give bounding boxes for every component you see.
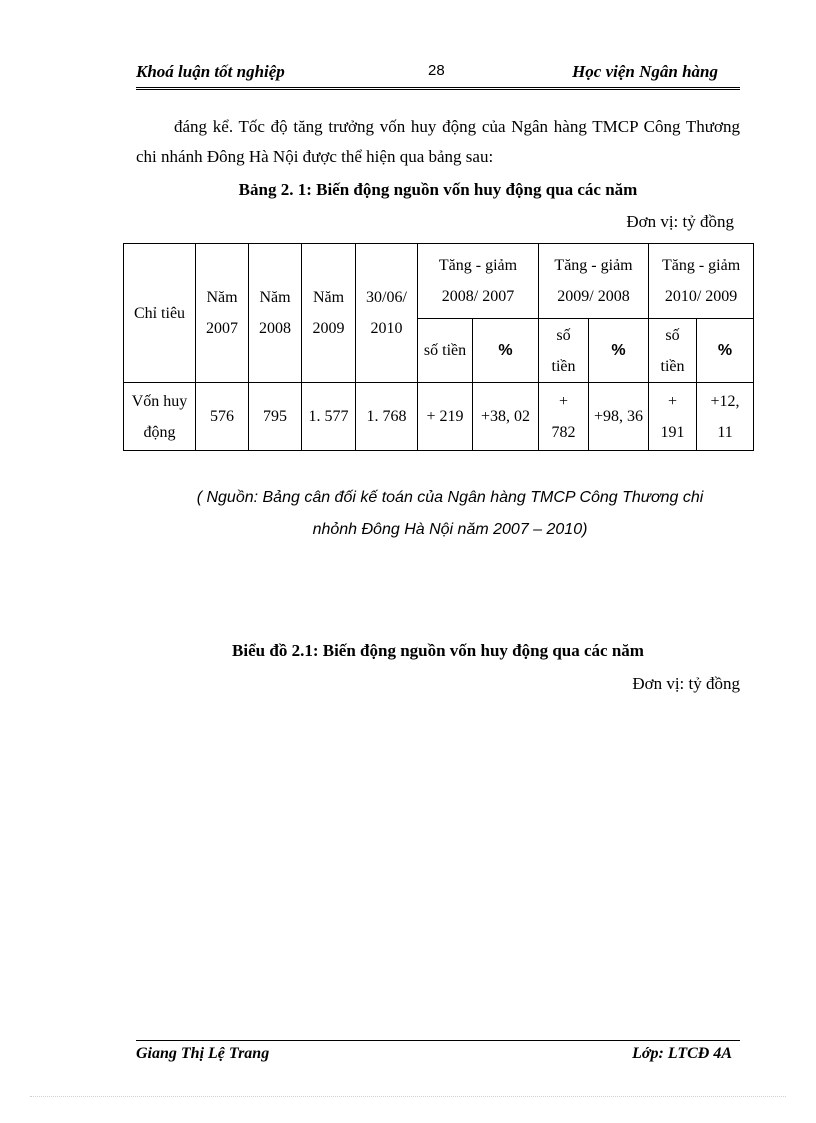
footer-author: Giang Thị Lệ Trang [136,1045,270,1062]
page-edge [30,1096,786,1097]
header-title-left: Khoá luận tốt nghiệp [136,62,285,81]
header-tang-giam-2008-2007: Tăng - giảm 2008/ 2007 [418,244,539,319]
body-paragraph: đáng kể. Tốc độ tăng trưởng vốn huy động của Ngân hàng TMCP Công Thương chi nhánh Đông Hà Nội được thể hiện qua bảng sau: [136,117,740,166]
cell-2007: 576 [196,383,249,451]
cell-so-tien-2: + 782 [539,383,589,451]
header-nam-2009: Năm 2009 [302,244,356,383]
header-percent-3: % [697,319,754,383]
row-label-von-huy-dong: Vốn huy động [124,383,196,451]
header-so-tien-3: số tiền [649,319,697,383]
cell-so-tien-1: + 219 [418,383,473,451]
page-number: 28 [428,62,445,79]
header-percent-1: % [473,319,539,383]
header-30-06-2010: 30/06/ 2010 [356,244,418,383]
data-table [123,243,754,451]
header-so-tien-1: số tiền [418,319,473,383]
header-chi-tieu: Chỉ tiêu [124,244,196,383]
header-percent-2: % [589,319,649,383]
header-tang-giam-2010-2009: Tăng - giảm 2010/ 2009 [649,244,754,319]
header-title-right: Học viện Ngân hàng [572,62,718,81]
footer-class: Lớp: LTCĐ 4A [632,1045,732,1062]
header-tang-giam-2009-2008: Tăng - giảm 2009/ 2008 [539,244,649,319]
header-nam-2008: Năm 2008 [249,244,302,383]
header-so-tien-2: số tiền [539,319,589,383]
chart-unit: Đơn vị: tỷ đồng [632,674,740,693]
header-nam-2007: Năm 2007 [196,244,249,383]
table-caption: Bảng 2. 1: Biến động nguồn vốn huy động qua các năm [238,180,638,199]
table-unit: Đơn vị: tỷ đồng [626,212,734,231]
cell-percent-1: +38, 02 [473,383,539,451]
cell-2008: 795 [249,383,302,451]
cell-2010: 1. 768 [356,383,418,451]
footer-rule [136,1040,740,1041]
cell-percent-3: +12, 11 [697,383,754,451]
source-note: ( Nguồn: Bảng cân đối kế toán của Ngân hàng TMCP Công Thương chi nhỏnh Đông Hà Nội năm 2007 – 2010) [196,489,704,538]
cell-2009: 1. 577 [302,383,356,451]
cell-so-tien-3: + 191 [649,383,697,451]
chart-caption: Biểu đồ 2.1: Biến động nguồn vốn huy động qua các năm [232,641,644,660]
cell-percent-2: +98, 36 [589,383,649,451]
header-rule [136,87,740,90]
